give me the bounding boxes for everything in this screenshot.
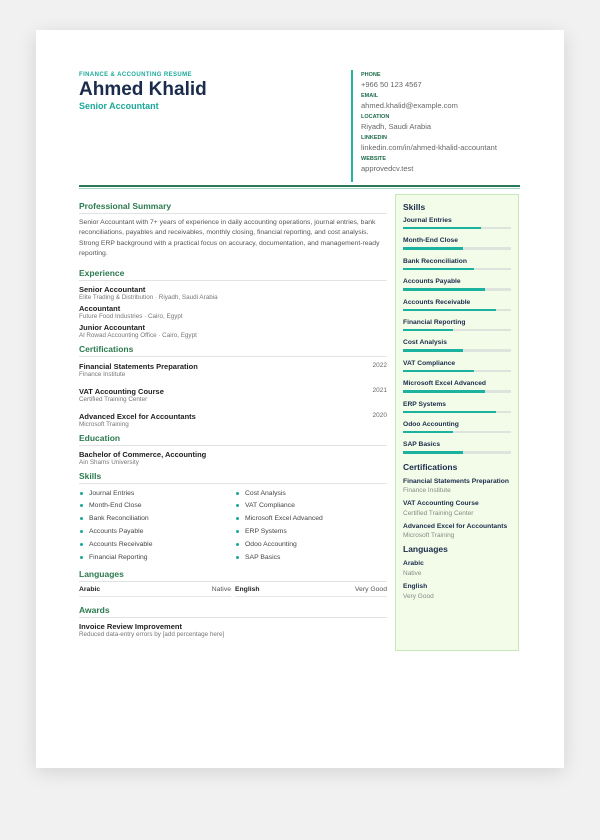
sidebar-cert-issuer: Certified Training Center	[403, 509, 474, 517]
sidebar-skill-item	[403, 258, 511, 270]
sidebar-cert-issuer: Microsoft Training	[403, 532, 455, 540]
sidebar-language-name: English	[403, 583, 428, 591]
skill-label: Month-End Close	[89, 502, 142, 510]
skills-list	[79, 488, 387, 563]
phone-value: +966 50 123 4567	[361, 80, 422, 89]
list-item	[79, 500, 235, 511]
sidebar-skill-label: ERP Systems	[403, 400, 446, 408]
skill-level-fill	[403, 329, 453, 331]
list-item	[79, 539, 235, 550]
list-item	[79, 552, 235, 563]
sidebar-skill-item	[403, 401, 511, 413]
language-name: Arabic	[79, 586, 101, 594]
languages-heading: Languages	[79, 569, 387, 582]
skill-level-bar	[403, 288, 511, 290]
linkedin-label: LINKEDIN	[361, 135, 387, 141]
sidebar-skill-item	[403, 319, 511, 331]
awards-heading: Awards	[79, 605, 387, 618]
skill-level-bar	[403, 349, 511, 351]
skill-label: Accounts Payable	[89, 527, 144, 535]
skill-level-fill	[403, 227, 481, 229]
cert-year: 2022	[372, 361, 387, 369]
sidebar-languages-list	[403, 559, 511, 599]
sidebar-skill-label: Odoo Accounting	[403, 420, 459, 428]
language-level: Very Good	[354, 586, 387, 594]
skill-level-bar	[403, 390, 511, 392]
skill-level-fill	[403, 451, 463, 453]
certification-item	[79, 387, 387, 403]
job-company: Elite Trading & Distribution · Riyadh, Saudi Arabia	[79, 293, 218, 301]
experience-item	[79, 323, 387, 339]
phone-label: PHONE	[361, 72, 381, 78]
contact-block	[351, 70, 551, 182]
email-value[interactable]: ahmed.khalid@example.com	[361, 101, 458, 110]
skill-label: Financial Reporting	[89, 553, 148, 561]
job-title: Junior Accountant	[79, 322, 145, 332]
certifications-heading: Certifications	[79, 344, 387, 357]
skill-level-bar	[403, 431, 511, 433]
skill-level-fill	[403, 411, 496, 413]
sidebar-language-level: Native	[403, 570, 422, 578]
summary-heading: Professional Summary	[79, 201, 387, 214]
email-label: EMAIL	[361, 93, 379, 99]
cert-name: Financial Statements Preparation	[79, 361, 198, 371]
skill-label: Journal Entries	[89, 489, 135, 497]
sidebar-skill-label: Microsoft Excel Advanced	[403, 380, 486, 388]
skill-level-fill	[403, 309, 496, 311]
skill-level-bar	[403, 329, 511, 331]
job-company: Future Food Industries · Cairo, Egypt	[79, 312, 183, 320]
education-heading: Education	[79, 433, 387, 446]
sidebar-skill-label: Financial Reporting	[403, 318, 466, 326]
education-degree: Bachelor of Commerce, Accounting	[79, 449, 207, 459]
bullet-icon	[236, 492, 239, 495]
sidebar-cert-name: Financial Statements Preparation	[403, 477, 509, 485]
cert-issuer: Finance Institute	[79, 370, 126, 378]
skill-level-fill	[403, 431, 453, 433]
sidebar-language-name: Arabic	[403, 560, 424, 568]
resume-page	[36, 30, 564, 768]
sidebar-skill-label: VAT Compliance	[403, 359, 456, 367]
list-item	[235, 500, 387, 511]
sidebar-skill-item	[403, 441, 511, 453]
award-name: Invoice Review Improvement	[79, 622, 182, 632]
skill-level-fill	[403, 268, 474, 270]
skill-level-fill	[403, 390, 485, 392]
languages-list	[79, 586, 387, 597]
list-item	[79, 526, 235, 537]
bullet-icon	[80, 504, 83, 507]
list-item	[235, 488, 387, 499]
sidebar-skill-label: Accounts Payable	[403, 278, 461, 286]
skill-level-fill	[403, 247, 463, 249]
summary-text: Senior Accountant with 7+ years of experience in daily accounting operations, journal entries, bank reconciliations, payables and receivables, monthly closing, financial reporting, and cost analysis. Strong ERP background with a practical focus on accuracy, documentation, and management-ready reporting.	[79, 219, 380, 258]
experience-heading: Experience	[79, 268, 387, 281]
sidebar-certifications-list	[403, 477, 511, 540]
skill-level-fill	[403, 288, 485, 290]
skill-level-bar	[403, 247, 511, 249]
website-label: WEBSITE	[361, 156, 387, 162]
skill-label: Microsoft Excel Advanced	[245, 515, 323, 523]
sidebar-cert-issuer: Finance Institute	[403, 487, 451, 495]
skill-level-fill	[403, 349, 463, 351]
skill-label: Cost Analysis	[245, 489, 286, 497]
sidebar-skill-item	[403, 339, 511, 351]
job-title: Accountant	[79, 303, 121, 313]
sidebar-skills-list	[403, 217, 511, 454]
certification-item	[79, 362, 387, 378]
sidebar-skill-item	[403, 380, 511, 392]
list-item	[79, 513, 235, 524]
skill-label: Odoo Accounting	[245, 540, 297, 548]
job-company: Al Rowad Accounting Office · Cairo, Egypt	[79, 331, 197, 339]
sidebar-language-level: Very Good	[403, 592, 434, 600]
bullet-icon	[80, 530, 83, 533]
education-school: Ain Shams University	[79, 458, 139, 466]
list-item	[235, 552, 387, 563]
bullet-icon	[236, 556, 239, 559]
website-value[interactable]: approvedcv.test	[361, 164, 414, 173]
sidebar-cert-name: Advanced Excel for Accountants	[403, 522, 508, 530]
language-item	[79, 586, 231, 597]
sidebar-languages-heading: Languages	[403, 544, 448, 555]
sidebar-skill-item	[403, 360, 511, 372]
cert-year: 2021	[372, 386, 387, 394]
sidebar	[395, 194, 519, 651]
sidebar-skill-label: Accounts Receivable	[403, 298, 471, 306]
award-description: Reduced data-entry errors by [add percentage here]	[79, 631, 225, 639]
sidebar-skill-label: Bank Reconciliation	[403, 257, 467, 265]
linkedin-value[interactable]: linkedin.com/in/ahmed-khalid-accountant	[361, 143, 497, 152]
job-title: Senior Accountant	[79, 284, 146, 294]
sidebar-cert-name: VAT Accounting Course	[403, 500, 479, 508]
main-column	[79, 196, 387, 640]
bullet-icon	[236, 517, 239, 520]
skill-label: Bank Reconciliation	[89, 515, 149, 523]
experience-item	[79, 285, 387, 301]
skill-level-bar	[403, 227, 511, 229]
skill-level-bar	[403, 268, 511, 270]
sidebar-skill-label: Journal Entries	[403, 217, 452, 224]
language-level: Native	[211, 586, 231, 594]
bullet-icon	[236, 530, 239, 533]
sidebar-skills-heading: Skills	[403, 202, 426, 212]
sidebar-certifications-heading: Certifications	[403, 461, 458, 472]
cert-issuer: Microsoft Training	[79, 420, 129, 428]
header-divider	[79, 185, 520, 187]
language-item	[235, 586, 387, 597]
bullet-icon	[80, 517, 83, 520]
list-item	[79, 488, 235, 499]
experience-item	[79, 304, 387, 320]
language-name: English	[235, 586, 260, 594]
sidebar-skill-item	[403, 278, 511, 290]
skill-level-bar	[403, 370, 511, 372]
cert-name: Advanced Excel for Accountants	[79, 411, 196, 421]
skill-label: VAT Compliance	[245, 502, 295, 510]
bullet-icon	[80, 556, 83, 559]
sidebar-skill-item	[403, 299, 511, 311]
sidebar-skill-item	[403, 217, 511, 229]
skill-label: Accounts Receivable	[89, 540, 153, 548]
location-label: LOCATION	[361, 114, 390, 120]
sidebar-skill-item	[403, 237, 511, 249]
resume-eyebrow: FINANCE & ACCOUNTING RESUME	[79, 72, 192, 78]
skills-heading: Skills	[79, 471, 387, 484]
candidate-name: Ahmed Khalid	[79, 79, 207, 100]
location-value: Riyadh, Saudi Arabia	[361, 122, 432, 131]
sidebar-skill-label: SAP Basics	[403, 441, 441, 449]
list-item	[235, 526, 387, 537]
bullet-icon	[236, 504, 239, 507]
bullet-icon	[236, 543, 239, 546]
header-divider-light	[79, 188, 520, 189]
skill-label: ERP Systems	[245, 527, 287, 535]
list-item	[235, 513, 387, 524]
skill-label: SAP Basics	[245, 553, 281, 561]
sidebar-skill-item	[403, 421, 511, 433]
skill-level-fill	[403, 370, 474, 372]
sidebar-skill-label: Cost Analysis	[403, 339, 447, 347]
resume-header	[79, 72, 349, 111]
cert-year: 2020	[372, 411, 387, 419]
cert-name: VAT Accounting Course	[79, 386, 164, 396]
bullet-icon	[80, 543, 83, 546]
skill-level-bar	[403, 309, 511, 311]
bullet-icon	[80, 492, 83, 495]
skill-level-bar	[403, 451, 511, 453]
candidate-role: Senior Accountant	[79, 101, 159, 111]
skill-level-bar	[403, 411, 511, 413]
sidebar-skill-label: Month-End Close	[403, 237, 458, 245]
cert-issuer: Certified Training Center	[79, 395, 148, 403]
list-item	[235, 539, 387, 550]
certification-item	[79, 412, 387, 428]
